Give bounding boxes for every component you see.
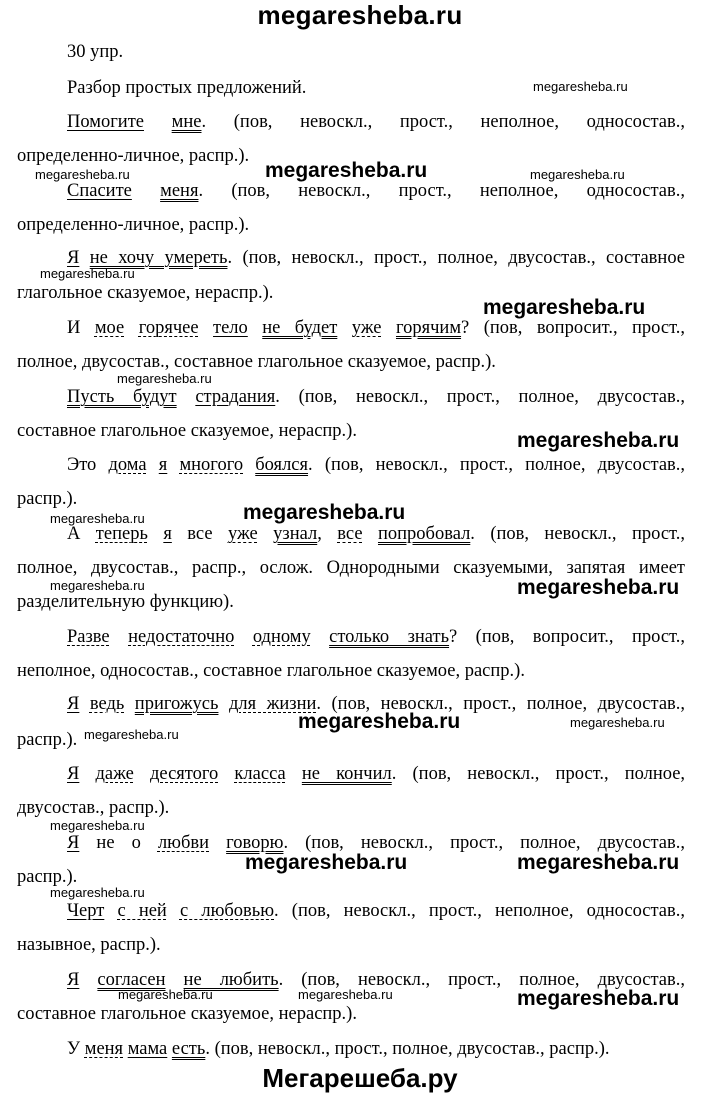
sentence-2: Спасите меня. (пов, невоскл., прост., неполное, односостав., <box>67 181 685 201</box>
watermark: megaresheba.ru <box>84 727 179 742</box>
sentence-3: Я не хочу умереть. (пов, невоскл., прост., полное, двусостав., составное <box>67 248 686 268</box>
sentence-2-cont: определенно-личное, распр.). <box>17 215 250 235</box>
sentence-4: И мое горячее тело не будет уже горячим? (пов, вопросит., прост., <box>67 318 686 338</box>
watermark: megaresheba.ru <box>517 576 680 599</box>
sentence-12-cont: назывное, распр.). <box>17 935 161 955</box>
exercise-number: 30 упр. <box>67 42 124 62</box>
watermark: megaresheba.ru <box>245 851 408 874</box>
sentence-7: А теперь я все уже узнал, все попробовал. (пов, невоскл., прост., <box>67 524 685 544</box>
watermark: megaresheba.ru <box>298 987 393 1002</box>
watermark: megaresheba.ru <box>50 511 145 526</box>
sentence-14: У меня мама есть. (пов, невоскл., прост., полное, двусостав., распр.). <box>67 1039 610 1059</box>
watermark: megaresheba.ru <box>570 715 665 730</box>
sentence-6-cont: распр.). <box>17 489 78 509</box>
watermark: megaresheba.ru <box>243 501 406 524</box>
watermark: megaresheba.ru <box>50 885 145 900</box>
sentence-5: Пусть будут страдания. (пов, невоскл., прост., полное, двусостав., <box>67 387 686 407</box>
sentence-6: Это дома я многого боялся. (пов, невоскл., прост., полное, двусостав., <box>67 455 686 475</box>
watermark: megaresheba.ru <box>517 851 680 874</box>
watermark: megaresheba.ru <box>483 296 646 319</box>
sentence-1-cont: определенно-личное, распр.). <box>17 146 250 166</box>
watermark: megaresheba.ru <box>35 167 130 182</box>
watermark: megaresheba.ru <box>50 818 145 833</box>
watermark: megaresheba.ru <box>533 79 628 94</box>
site-footer: Мегарешеба.ру <box>262 1063 458 1093</box>
watermark: megaresheba.ru <box>117 371 212 386</box>
watermark: megaresheba.ru <box>517 429 680 452</box>
site-header: megaresheba.ru <box>257 0 463 30</box>
watermark: megaresheba.ru <box>118 987 213 1002</box>
sentence-5-cont: составное глагольное сказуемое, нераспр.). <box>17 421 357 441</box>
sentence-7-cont-2: разделительную функцию). <box>17 592 234 612</box>
watermark: megaresheba.ru <box>530 167 625 182</box>
sentence-11-cont: распр.). <box>17 867 78 887</box>
sentence-11: Я не о любви говорю. (пов, невоскл., прост., полное, двусостав., <box>67 833 685 853</box>
sentence-8-cont: неполное, односостав., составное глагольное сказуемое, распр.). <box>17 661 525 681</box>
watermark: megaresheba.ru <box>50 578 145 593</box>
sentence-12: Черт с ней с любовью. (пов, невоскл., прост., неполное, односостав., <box>67 901 685 921</box>
watermark: megaresheba.ru <box>298 710 461 733</box>
sentence-13: Я согласен не любить. (пов, невоскл., прост., полное, двусостав., <box>67 970 685 990</box>
sentence-4-cont: полное, двусостав., составное глагольное сказуемое, распр.). <box>17 352 496 372</box>
watermark: megaresheba.ru <box>40 266 135 281</box>
sentence-13-cont: составное глагольное сказуемое, нераспр.). <box>17 1004 357 1024</box>
sentence-9-cont: распр.). <box>17 730 78 750</box>
watermark: megaresheba.ru <box>517 987 680 1010</box>
exercise-title: Разбор простых предложений. <box>67 78 307 98</box>
sentence-10-cont: двусостав., распр.). <box>17 798 170 818</box>
watermark: megaresheba.ru <box>265 159 428 182</box>
sentence-9: Я ведь пригожусь для жизни. (пов, невоскл., прост., полное, двусостав., <box>67 694 686 714</box>
sentence-3-cont: глагольное сказуемое, нераспр.). <box>17 283 274 303</box>
sentence-8: Разве недостаточно одному столько знать? (пов, вопросит., прост., <box>67 627 685 647</box>
sentence-1: Помогите мне. (пов, невоскл., прост., неполное, односостав., <box>67 112 685 132</box>
sentence-10: Я даже десятого класса не кончил. (пов, невоскл., прост., полное, <box>67 764 686 784</box>
sentence-7-cont: полное, двусостав., распр., ослож. Однородными сказуемыми, запятая имеет <box>17 558 685 578</box>
